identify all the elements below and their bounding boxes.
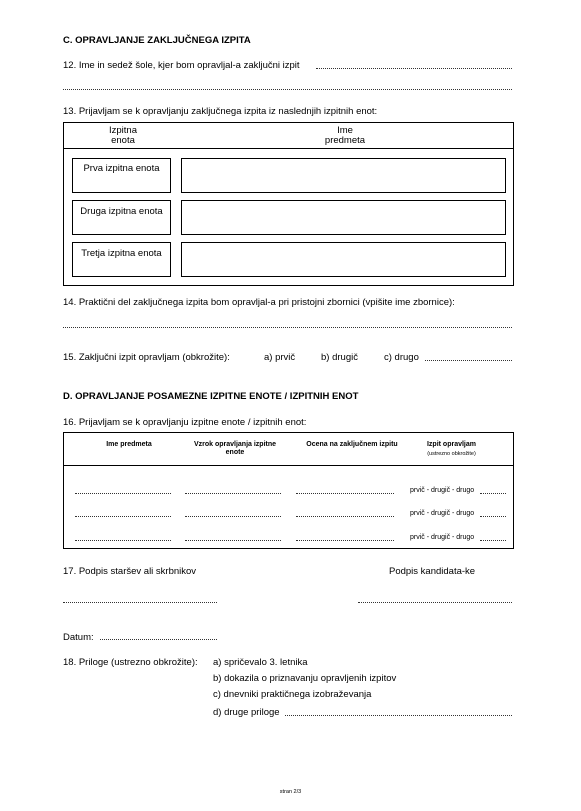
q18-item-a[interactable]: a) spričevalo 3. letnika <box>213 657 308 668</box>
date-field[interactable] <box>100 639 217 640</box>
q15-label: 15. Zaključni izpit opravljam (obkrožite): <box>63 352 230 363</box>
date-label: Datum: <box>63 632 94 643</box>
col-header-attempt: Izpit opravljam <box>426 441 476 448</box>
q15-option-b[interactable]: b) drugič <box>321 352 358 363</box>
q18-item-d[interactable]: d) druge priloge <box>213 707 280 718</box>
q18-other-field[interactable] <box>285 715 512 716</box>
q14-label: 14. Praktični del zaključnega izpita bom opravljal-a pri pristojni zbornici (vpišite ime zbornice): <box>63 297 455 308</box>
row2-attempt-other[interactable] <box>480 516 506 517</box>
col-header-unit <box>88 126 158 146</box>
subject-input-3[interactable] <box>181 242 506 277</box>
candidate-signature-label: Podpis kandidata-ke <box>389 566 476 577</box>
row3-subject-field[interactable] <box>75 540 171 541</box>
row3-attempt-other[interactable] <box>480 540 506 541</box>
row1-grade-field[interactable] <box>296 493 394 494</box>
row2-grade-field[interactable] <box>296 516 394 517</box>
section-c-title: C. OPRAVLJANJE ZAKLJUČNEGA IZPITA <box>63 35 251 46</box>
row3-attempt-choice[interactable]: prvič - drugič - drugo <box>410 534 475 541</box>
row1-subject-field[interactable] <box>75 493 171 494</box>
q13-label: 13. Prijavljam se k opravljanju zaključnega izpita iz naslednjih izpitnih enot: <box>63 106 378 117</box>
col-header-reason-line2: enote <box>225 449 245 456</box>
q12-field[interactable] <box>316 68 512 69</box>
row3-reason-field[interactable] <box>185 540 281 541</box>
candidate-signature-field[interactable] <box>358 602 512 603</box>
row3-grade-field[interactable] <box>296 540 394 541</box>
table-d-header-divider <box>63 465 514 466</box>
q17-label: 17. Podpis staršev ali skrbnikov <box>63 566 197 577</box>
unit-label-2: Druga izpitna enota <box>80 206 163 217</box>
col-header-subject <box>310 126 380 146</box>
row2-subject-field[interactable] <box>75 516 171 517</box>
row2-attempt-choice[interactable]: prvič - drugič - drugo <box>410 510 475 517</box>
unit-label-1: Prva izpitna enota <box>83 163 160 174</box>
q12-field-line2[interactable] <box>63 89 512 90</box>
section-d-title: D. OPRAVLJANJE POSAMEZNE IZPITNE ENOTE / IZPITNIH ENOT <box>63 391 359 402</box>
col-header-grade: Ocena na zaključnem izpitu <box>306 441 398 448</box>
col-header-reason <box>180 441 290 457</box>
col-header-subject-line1: Ime <box>337 125 353 136</box>
col-header-subject-line2: predmeta <box>324 135 366 146</box>
col-header-subject-name: Ime predmeta <box>106 441 152 448</box>
subject-input-1[interactable] <box>181 158 506 193</box>
q15-other-field[interactable] <box>425 360 512 361</box>
q15-option-a[interactable]: a) prvič <box>264 352 296 363</box>
table-header-divider <box>63 148 514 149</box>
col-header-attempt-sub: (ustrezno obkrožite) <box>427 451 476 457</box>
page-number: stran 2/3 <box>279 789 302 795</box>
q14-field[interactable] <box>63 327 512 328</box>
subject-input-2[interactable] <box>181 200 506 235</box>
col-header-unit-line1: Izpitna <box>109 125 137 136</box>
col-header-reason-line1: Vzrok opravljanja izpitne <box>193 441 277 448</box>
q18-label: 18. Priloge (ustrezno obkrožite): <box>63 657 198 668</box>
row1-reason-field[interactable] <box>185 493 281 494</box>
row2-reason-field[interactable] <box>185 516 281 517</box>
row1-attempt-other[interactable] <box>480 493 506 494</box>
q18-item-b[interactable]: b) dokazila o priznavanju opravljenih izpitov <box>213 673 397 684</box>
parent-signature-field[interactable] <box>63 602 217 603</box>
row1-attempt-choice[interactable]: prvič - drugič - drugo <box>410 487 475 494</box>
col-header-unit-line2: enota <box>111 135 135 146</box>
q16-label: 16. Prijavljam se k opravljanju izpitne enote / izpitnih enot: <box>63 417 307 428</box>
q15-option-c[interactable]: c) drugo <box>384 352 419 363</box>
q12-label: 12. Ime in sedež šole, kjer bom opravljal-a zaključni izpit <box>63 60 300 71</box>
unit-label-3: Tretja izpitna enota <box>81 248 162 259</box>
q18-item-c[interactable]: c) dnevniki praktičnega izobraževanja <box>213 689 372 700</box>
